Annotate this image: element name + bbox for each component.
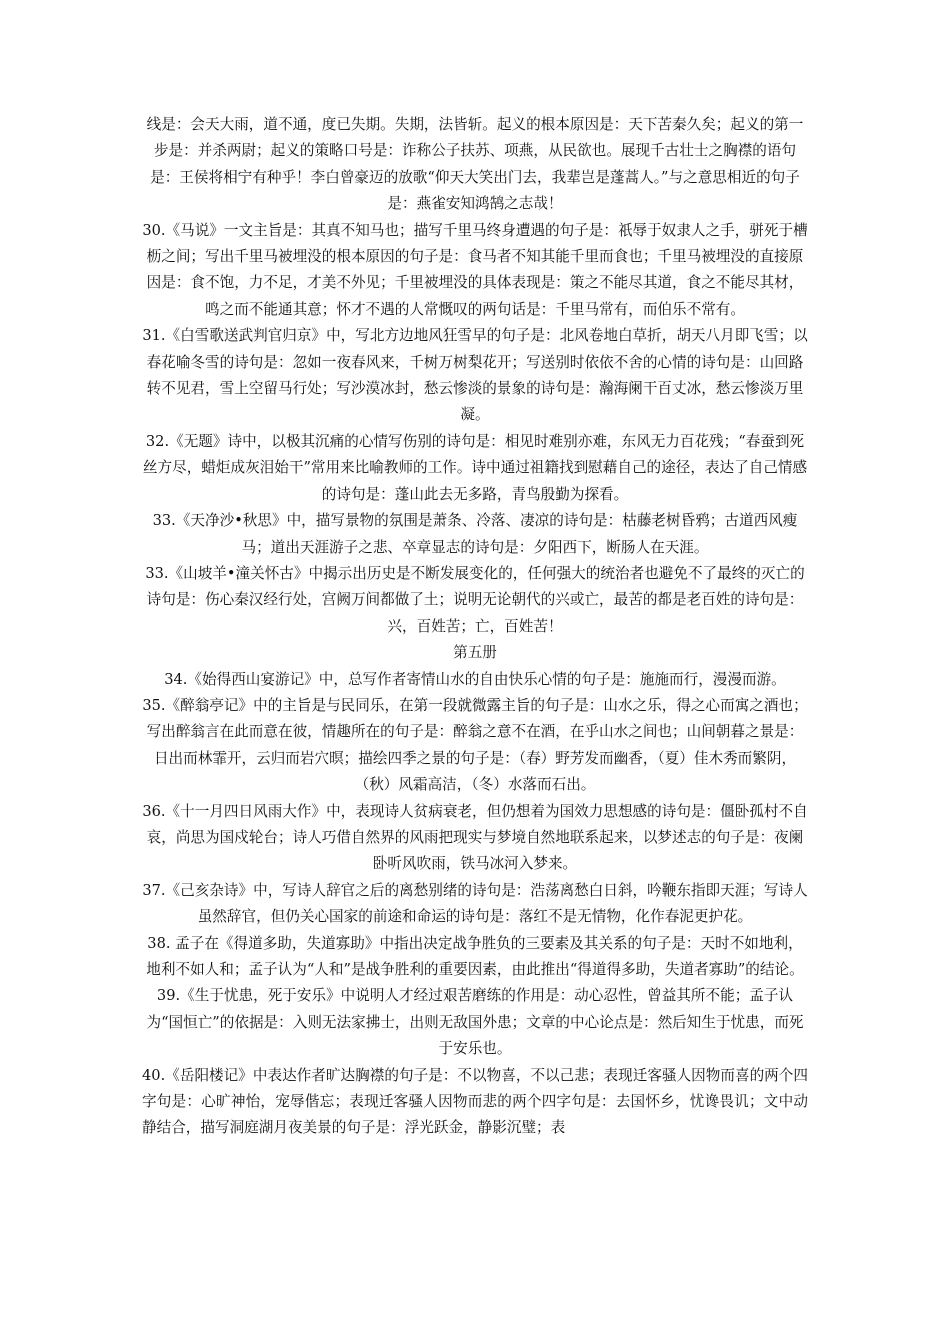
paragraph-intro: 线是：会天大雨，道不通，度已失期。失期，法皆斩。起义的根本原因是：天下苦秦久矣；起义的第一步是：并杀两尉；起义的策略口号是：诈称公子扶苏、项燕，从民欲也。展现千古壮士之胸襟的语句是：王侯将相宁有种乎！李白曾豪迈的放歌“仰天大笑出门去，我辈岂是蓬蒿人。”与之意思相近的句子是：燕雀安知鸿鹄之志哉！ — [146, 116, 804, 213]
paragraph-38: 38. 孟子在《得道多助，失道寡助》中指出决定战争胜负的三要素及其关系的句子是：天时不如地利，地利不如人和；孟子认为“人和”是战争胜利的重要因素，由此推出“得道得多助，失道者寡助”的结论。 — [146, 934, 804, 978]
paragraph-31: 31.《白雪歌送武判官归京》中，写北方边地风狂雪早的句子是：北风卷地白草折，胡天八月即飞雪；以春花喻冬雪的诗句是：忽如一夜春风来，千树万树梨花开；写送别时依依不舍的心情的诗句是：山回路转不见君，雪上空留马行处；写沙漠冰封，愁云惨淡的景象的诗句是：瀚海阑干百丈冰，愁云惨淡万里凝。 — [142, 327, 808, 424]
paragraph-36: 36.《十一月四日风雨大作》中，表现诗人贫病衰老，但仍想着为国效力思想感的诗句是：僵卧孤村不自哀，尚思为国戍轮台；诗人巧借自然界的风雨把现实与梦境自然地联系起来，以梦述志的句子是：夜阑卧听风吹雨，铁马冰河入梦来。 — [142, 802, 808, 873]
paragraph-33a: 33.《天净沙•秋思》中，描写景物的氛围是萧条、冷落、凄凉的诗句是：枯藤老树昏鸦；古道西风瘦马；道出天涯游子之悲、卒章显志的诗句是：夕阳西下，断肠人在天涯。 — [152, 512, 798, 556]
paragraph-40: 40.《岳阳楼记》中表达作者旷达胸襟的句子是：不以物喜，不以己悲；表现迁客骚人因物而喜的两个四字句是：心旷神怡，宠辱偕忘；表现迁客骚人因物而悲的两个四字句是：去国怀乡，忧谗畏讥；文中动静结合，描写洞庭湖月夜美景的句子是：浮光跃金，静影沉璧；表 — [142, 1066, 808, 1137]
paragraph-37: 37.《己亥杂诗》中，写诗人辞官之后的离愁别绪的诗句是：浩荡离愁白日斜，吟鞭东指即天涯；写诗人虽然辞官，但仍关心国家的前途和命运的诗句是：落红不是无情物，化作春泥更护花。 — [142, 881, 808, 926]
paragraph-39: 39.《生于忧患，死于安乐》中说明人才经过艰苦磨练的作用是：动心忍性，曾益其所不能；孟子认为“国恒亡”的依据是：入则无法家拂士，出则无敌国外患；文章的中心论点是：然后知生于忧患，而死于安乐也。 — [146, 987, 804, 1058]
paragraph-30: 30.《马说》一文主旨是：其真不知马也；描写千里马终身遭遇的句子是：祇辱于奴隶人之手，骈死于槽枥之间；写出千里马被埋没的根本原因的句子是：食马者不知其能千里而食也；千里马被埋没的直接原因是：食不饱，力不足，才美不外见；千里被埋没的具体表现是：策之不能尽其道，食之不能尽其材，鸣之而不能通其意；怀才不遇的人常慨叹的两句话是：千里马常有，而伯乐不常有。 — [142, 221, 808, 318]
section-heading: 第五册 — [453, 644, 497, 662]
paragraph-32: 32.《无题》诗中，以极其沉痛的心情写伤别的诗句是：相见时难别亦难，东风无力百花残；“春蚕到死丝方尽，蜡炬成灰泪始干”常用来比喻教师的工作。诗中通过祖籍找到慰藉自己的途径，表达了自己情感的诗句是：蓬山此去无多路，青鸟殷勤为探看。 — [142, 432, 808, 503]
paragraph-35: 35.《醉翁亭记》中的主旨是与民同乐，在第一段就微露主旨的句子是：山水之乐，得之心而寓之酒也；写出醉翁言在此而意在彼，情趣所在的句子是：醉翁之意不在酒，在乎山水之间也；山间朝暮之景是：日出而林霏开，云归而岩穴暝；描绘四季之景的句子是：（春）野芳发而幽香，（夏）佳木秀而繁阴，（秋）风霜高洁，（冬）水落而石出。 — [142, 696, 808, 794]
document-page — [142, 112, 808, 1142]
paragraph-34: 34.《始得西山宴游记》中，总写作者寄情山水的自由快乐心情的句子是：施施而行，漫漫而游。 — [164, 670, 786, 688]
paragraph-33b: 33.《山坡羊•潼关怀古》中揭示出历史是不断发展变化的，任何强大的统治者也避免不了最终的灭亡的诗句是：伤心秦汉经行处，宫阙万间都做了土；说明无论朝代的兴或亡，最苦的都是老百姓的诗句是：兴，百姓苦；亡，百姓苦！ — [145, 564, 805, 635]
